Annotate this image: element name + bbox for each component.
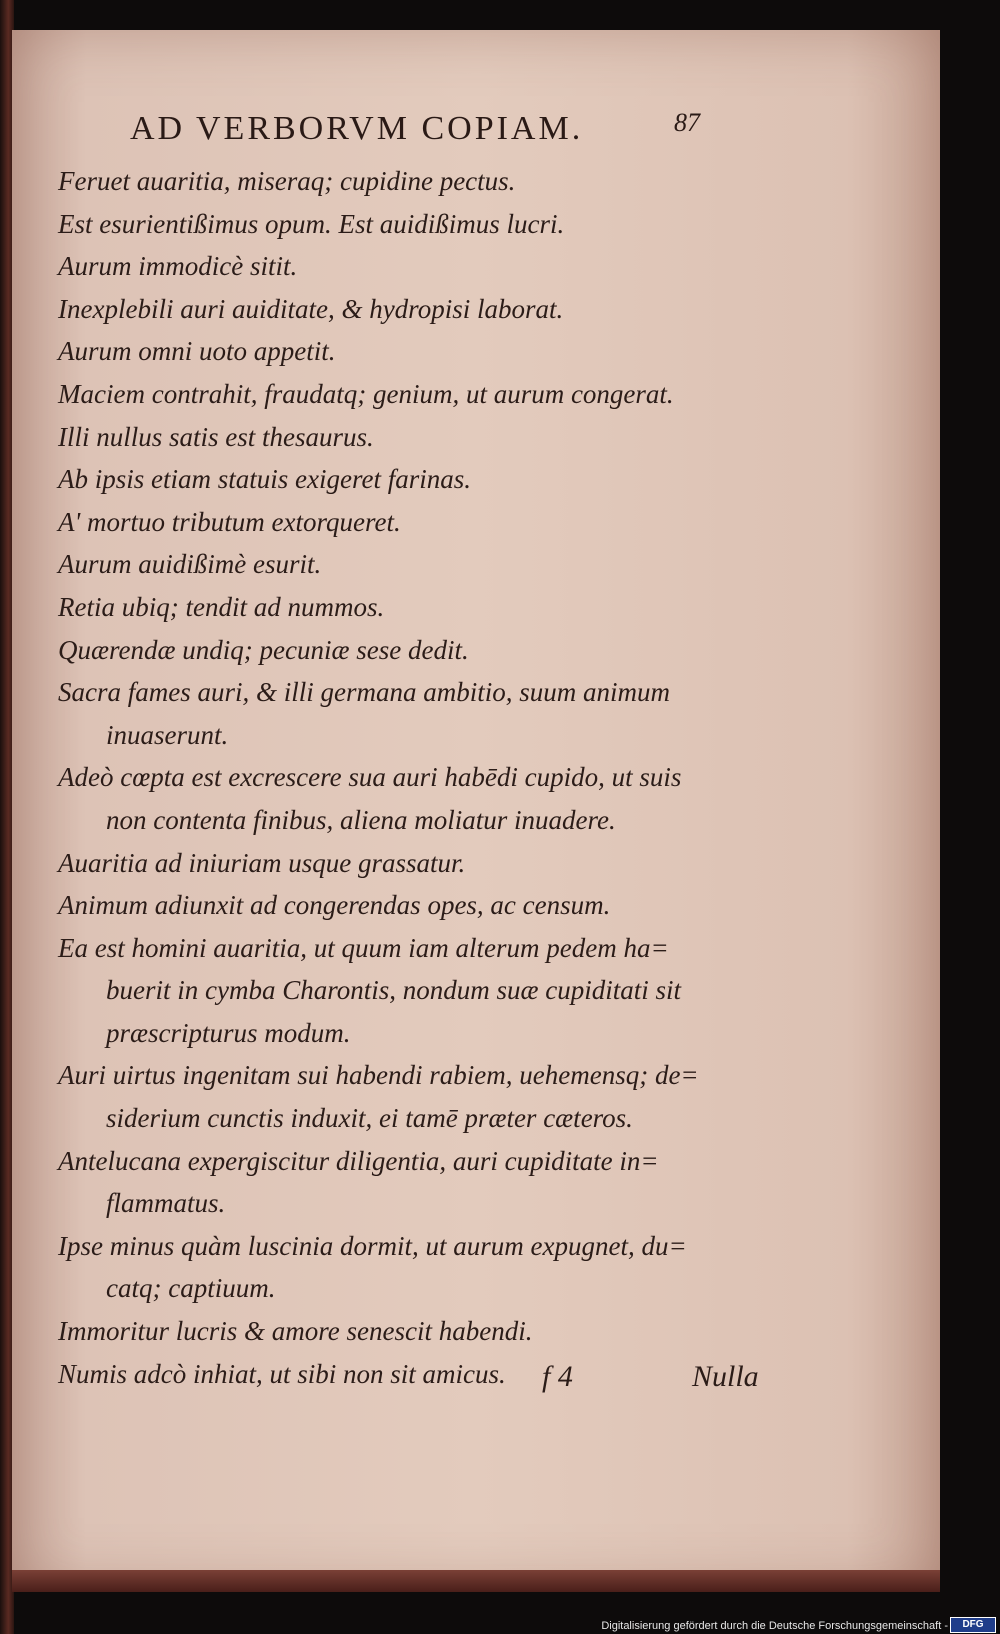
text-line: præscripturus modum.: [106, 1017, 351, 1048]
text-line: inuaserunt.: [106, 719, 229, 750]
text-line: Ea est homini auaritia, ut quum iam alterum pedem ha=: [58, 932, 669, 963]
text-line: Sacra fames auri, & illi germana ambitio, suum animum: [58, 677, 670, 708]
text-line: Animum adiunxit ad congerendas opes, ac censum.: [58, 890, 611, 921]
text-line: Auri uirtus ingenitam sui habendi rabiem, uehemensq; de=: [58, 1060, 699, 1091]
text-line: Quærendæ undiq; pecuniæ sese dedit.: [58, 634, 469, 665]
text-line: flammatus.: [106, 1188, 226, 1219]
text-line: Maciem contrahit, fraudatq; genium, ut aurum congerat.: [58, 378, 674, 409]
text-line: non contenta finibus, aliena moliatur inuadere.: [106, 804, 616, 835]
text-line: buerit in cymba Charontis, nondum suæ cupiditati sit: [106, 975, 682, 1006]
text-line: Antelucana expergiscitur diligentia, auri cupiditate in=: [58, 1145, 659, 1176]
text-line: Aurum auidißimè esurit.: [58, 549, 322, 580]
text-line: Illi nullus satis est thesaurus.: [58, 421, 374, 452]
digitization-credit: Digitalisierung gefördert durch die Deutsche Forschungsgemeinschaft -: [601, 1620, 948, 1632]
text-line: Ab ipsis etiam statuis exigeret farinas.: [58, 464, 471, 495]
dfg-logo: DFG: [950, 1617, 996, 1633]
page-number: 87: [674, 108, 700, 137]
text-line: siderium cunctis induxit, ei tamē præter cæteros.: [106, 1103, 633, 1134]
book-page: [12, 30, 940, 1590]
text-line: A' mortuo tributum extorqueret.: [58, 506, 401, 537]
text-line: Immoritur lucris & amore senescit habendi.: [58, 1316, 533, 1347]
page-bottom-edge: [12, 1570, 940, 1592]
text-line: Aurum omni uoto appetit.: [58, 336, 336, 367]
signature-mark: f 4: [542, 1360, 573, 1393]
text-line: Inexplebili auri auiditate, & hydropisi laborat.: [58, 293, 564, 324]
text-line: Numis adcò inhiat, ut sibi non sit amicus.: [58, 1358, 506, 1389]
text-line: Retia ubiq; tendit ad nummos.: [58, 591, 385, 622]
text-line: Adeò cœpta est excrescere sua auri habēdi cupido, ut suis: [58, 762, 682, 793]
text-line: Est esurientißimus opum. Est auidißimus lucri.: [58, 208, 565, 239]
text-line: Ipse minus quàm luscinia dormit, ut aurum expugnet, du=: [58, 1230, 687, 1261]
page-footer: [12, 1356, 940, 1406]
text-line: Feruet auaritia, miseraq; cupidine pectus.: [58, 166, 516, 196]
running-head: AD VERBORVM COPIAM.: [130, 110, 584, 147]
text-line: Aurum immodicè sitit.: [58, 251, 298, 282]
text-body: [58, 160, 918, 1395]
text-line: Auaritia ad iniuriam usque grassatur.: [58, 847, 466, 878]
page-header: [12, 80, 940, 147]
catchword: Nulla: [692, 1360, 759, 1393]
text-line: catq; captiuum.: [106, 1273, 276, 1304]
